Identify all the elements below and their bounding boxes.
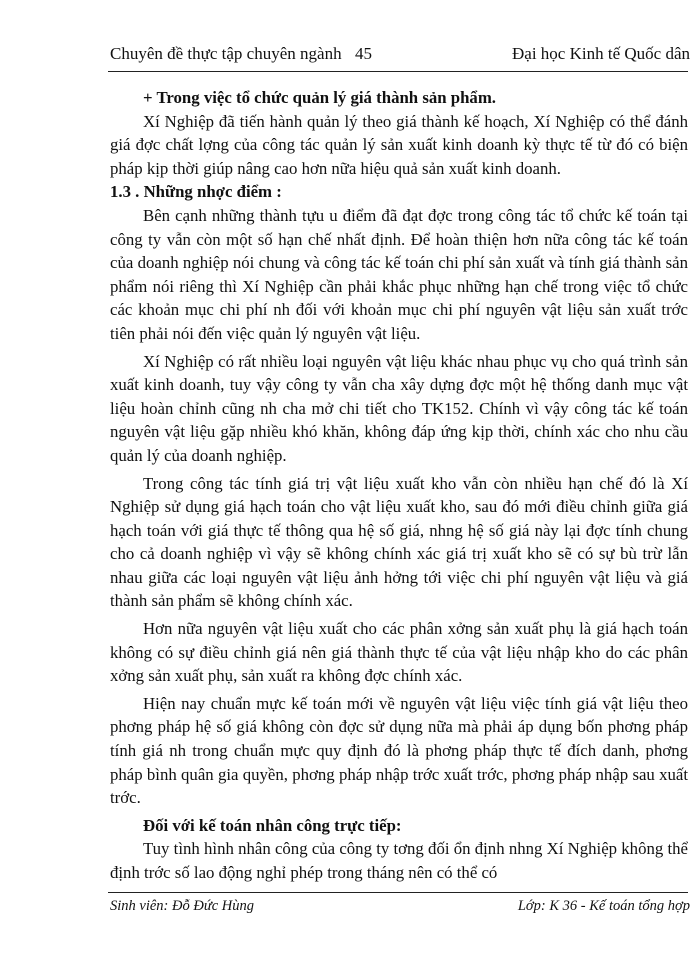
header-page-number: 45 (355, 44, 372, 63)
subheading-cost-management: + Trong việc tổ chức quản lý giá thành sản phẩm. (143, 88, 496, 107)
footer-divider (108, 892, 688, 893)
header-divider (108, 71, 688, 72)
paragraph: Xí Nghiệp có rất nhiều loại nguyên vật liệu khác nhau phục vụ cho quá trình sản xuất kinh doanh, tuy vậy công ty vẫn cha xây dựng đợc một hệ thống danh mục vật liệu hoàn chỉnh cũng nh cha mở chi tiết cho TK152. Chính vì vậy công tác kế toán nguyên vật liệu gặp nhiều khó khăn, không đáp ứng kịp thời, chính xác cho nhu cầu quản lý của doanh nghiệp. (110, 351, 688, 465)
paragraph: Hơn nữa nguyên vật liệu xuất cho các phân xởng sản xuất phụ là giá hạch toán không có sự điều chỉnh giá nên giá thành thực tế của vật liệu nhập kho do các phân xởng sản xuất phụ, sản xuất ra không đợc chính xác. (110, 619, 688, 686)
paragraph: Bên cạnh những thành tựu u điểm đã đạt đợc trong công tác tổ chức kế toán tại công ty vẫn còn một số hạn chế nhất định. Để hoàn thiện hơn nữa công tác kế toán của doanh nghiệp nói chung và công tác kế toán chi phí sản xuất và tính giá thành sản phẩm nói riêng thì Xí Nghiệp cần phải khắc phục những hạn chế trong việc tổ chức các khoản mục chi phí nh đối với khoản mục chi phí nguyên vật liệu sản xuất trớc tiên phải nói đến việc quản lý nguyên vật liệu. (110, 205, 688, 343)
footer-student-name: Sinh viên: Đỗ Đức Hùng (110, 898, 255, 914)
paragraph: Trong công tác tính giá trị vật liệu xuất kho vẫn còn nhiều hạn chế đó là Xí Nghiệp sử dụng giá hạch toán cho vật liệu xuất kho, sau đó mới điều chỉnh giữa giá hạch toán với giá thực tế thông qua hệ số giá, nhng hệ số giá này lại đợc tính chung cho cả doanh nghiệp vì vậy sẽ không chính xác giá trị xuất kho sẽ có sự bù trừ lẫn nhau giữa các loại nguyên vật liệu ảnh hởng tới việc chi phí nguyên vật liệu và giá thành sản phẩm sẽ không chính xác. (110, 473, 688, 611)
paragraph: Xí Nghiệp đã tiến hành quản lý theo giá thành kế hoạch, Xí Nghiệp có thể đánh giá đợc chất lợng của công tác quản lý sản xuất kinh doanh kỳ thực tế từ đó có biện pháp kịp thời giúp nâng cao hơn nữa hiệu quả sản xuất kinh doanh. (110, 111, 688, 178)
subheading-direct-labor: Đối với kế toán nhân công trực tiếp: (143, 815, 402, 835)
header-course-title: Chuyên đề thực tập chuyên ngành (110, 44, 342, 63)
section-heading-weaknesses: 1.3 . Những nhợc điểm : (110, 182, 282, 202)
paragraph: Hiện nay chuẩn mực kế toán mới về nguyên vật liệu việc tính giá vật liệu theo phơng pháp hệ số giá không còn đợc sử dụng nữa mà phải áp dụng bốn phơng pháp tính giá nh trong chuẩn mực quy định đó là phơng pháp thực tế đích danh, phơng pháp bình quân gia quyền, phơng pháp nhập trớc xuất trớc, phơng pháp nhập sau xuất trớc. (110, 693, 688, 808)
paragraph: Tuy tình hình nhân công của công ty tơng đối ổn định nhng Xí Nghiệp không thể định trớc số lao động nghỉ phép trong tháng nên có thể có (110, 839, 688, 882)
page-body (110, 86, 688, 885)
header-university: Đại học Kinh tế Quốc dân (512, 44, 690, 63)
footer-class-info: Lớp: K 36 - Kế toán tổng hợp (517, 898, 690, 914)
